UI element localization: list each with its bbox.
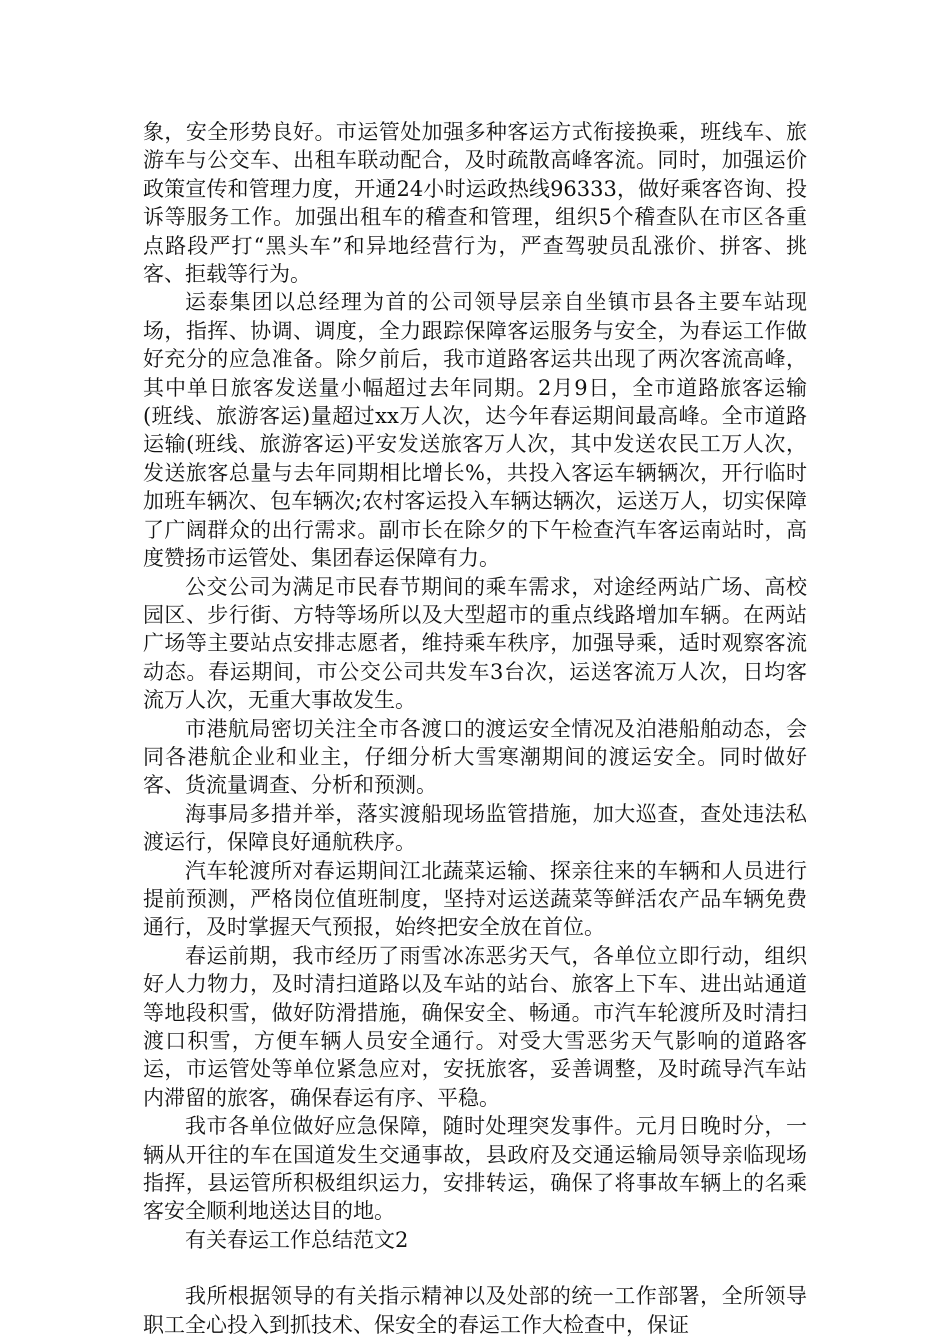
paragraph-3: 公交公司为满足市民春节期间的乘车需求，对途经两站广场、高校园区、步行街、方特等场所以及大型超市的重点线路增加车辆。在两站广场等主要站点安排志愿者，维持乘车秩序，加强导乘，适时观察客流动态。春运期间，市公交公司共发车3台次，运送客流万人次，日均客流万人次，无重大事故发生。 [143,574,807,713]
document-page [143,118,807,1339]
paragraph-6: 汽车轮渡所对春运期间江北蔬菜运输、探亲往来的车辆和人员进行提前预测，严格岗位值班制度，坚持对运送蔬菜等鲜活农产品车辆免费通行，及时掌握天气预报，始终把安全放在首位。 [143,858,807,940]
paragraph-4: 市港航局密切关注全市各渡口的渡运安全情况及泊港船舶动态，会同各港航企业和业主，仔细分析大雪寒潮期间的渡运安全。同时做好客、货流量调查、分析和预测。 [143,716,807,798]
paragraph-1: 象，安全形势良好。市运管处加强多种客运方式衔接换乘，班线车、旅游车与公交车、出租车联动配合，及时疏散高峰客流。同时，加强运价政策宣传和管理力度，开通24小时运政热线96333，做好乘客咨询、投诉等服务工作。加强出租车的稽查和管理，组织5个稽查队在市区各重点路段严打“黑头车”和异地经营行为，严查驾驶员乱涨价、拼客、挑客、拒载等行为。 [143,120,807,287]
paragraph-5: 海事局多措并举，落实渡船现场监管措施，加大巡查，查处违法私渡运行，保障良好通航秩序。 [143,801,807,855]
paragraph-tail: 我所根据领导的有关指示精神以及处部的统一工作部署，全所领导职工全心投入到抓技术、保安全的春运工作大检查中，保证 [143,1284,807,1337]
paragraph-8: 我市各单位做好应急保障，随时处理突发事件。元月日晚时分，一辆从开往的车在国道发生交通事故，县政府及交通运输局领导亲临现场指挥，县运管所积极组织运力，安排转运，确保了将事故车辆上的名乘客安全顺利地送达目的地。 [143,1114,807,1224]
section-heading: 有关春运工作总结范文2 [185,1227,409,1252]
paragraph-2: 运泰集团以总经理为首的公司领导层亲自坐镇市县各主要车站现场，指挥、协调、调度，全力跟踪保障客运服务与安全，为春运工作做好充分的应急准备。除夕前后，我市道路客运共出现了两次客流高峰，其中单日旅客发送量小幅超过去年同期。2月9日，全市道路旅客运输(班线、旅游客运)量超过xx万人次，达今年春运期间最高峰。全市道路运输(班线、旅游客运)平安发送旅客万人次，其中发送农民工万人次，发送旅客总量与去年同期相比增长%，共投入客运车辆辆次，开行临时加班车辆次、包车辆次;农村客运投入车辆达辆次，运送万人，切实保障了广阔群众的出行需求。副市长在除夕的下午检查汽车客运南站时，高度赞扬市运管处、集团春运保障有力。 [143,290,807,571]
blank-line [143,1254,807,1282]
paragraph-7: 春运前期，我市经历了雨雪冰冻恶劣天气，各单位立即行动，组织好人力物力，及时清扫道路以及车站的站台、旅客上下车、进出站通道等地段积雪，做好防滑措施，确保安全、畅通。市汽车轮渡所及时清扫渡口积雪，方便车辆人员安全通行。对受大雪恶劣天气影响的道路客运，市运管处等单位紧急应对，安抚旅客，妥善调整，及时疏导汽车站内滞留的旅客，确保春运有序、平稳。 [143,943,807,1110]
